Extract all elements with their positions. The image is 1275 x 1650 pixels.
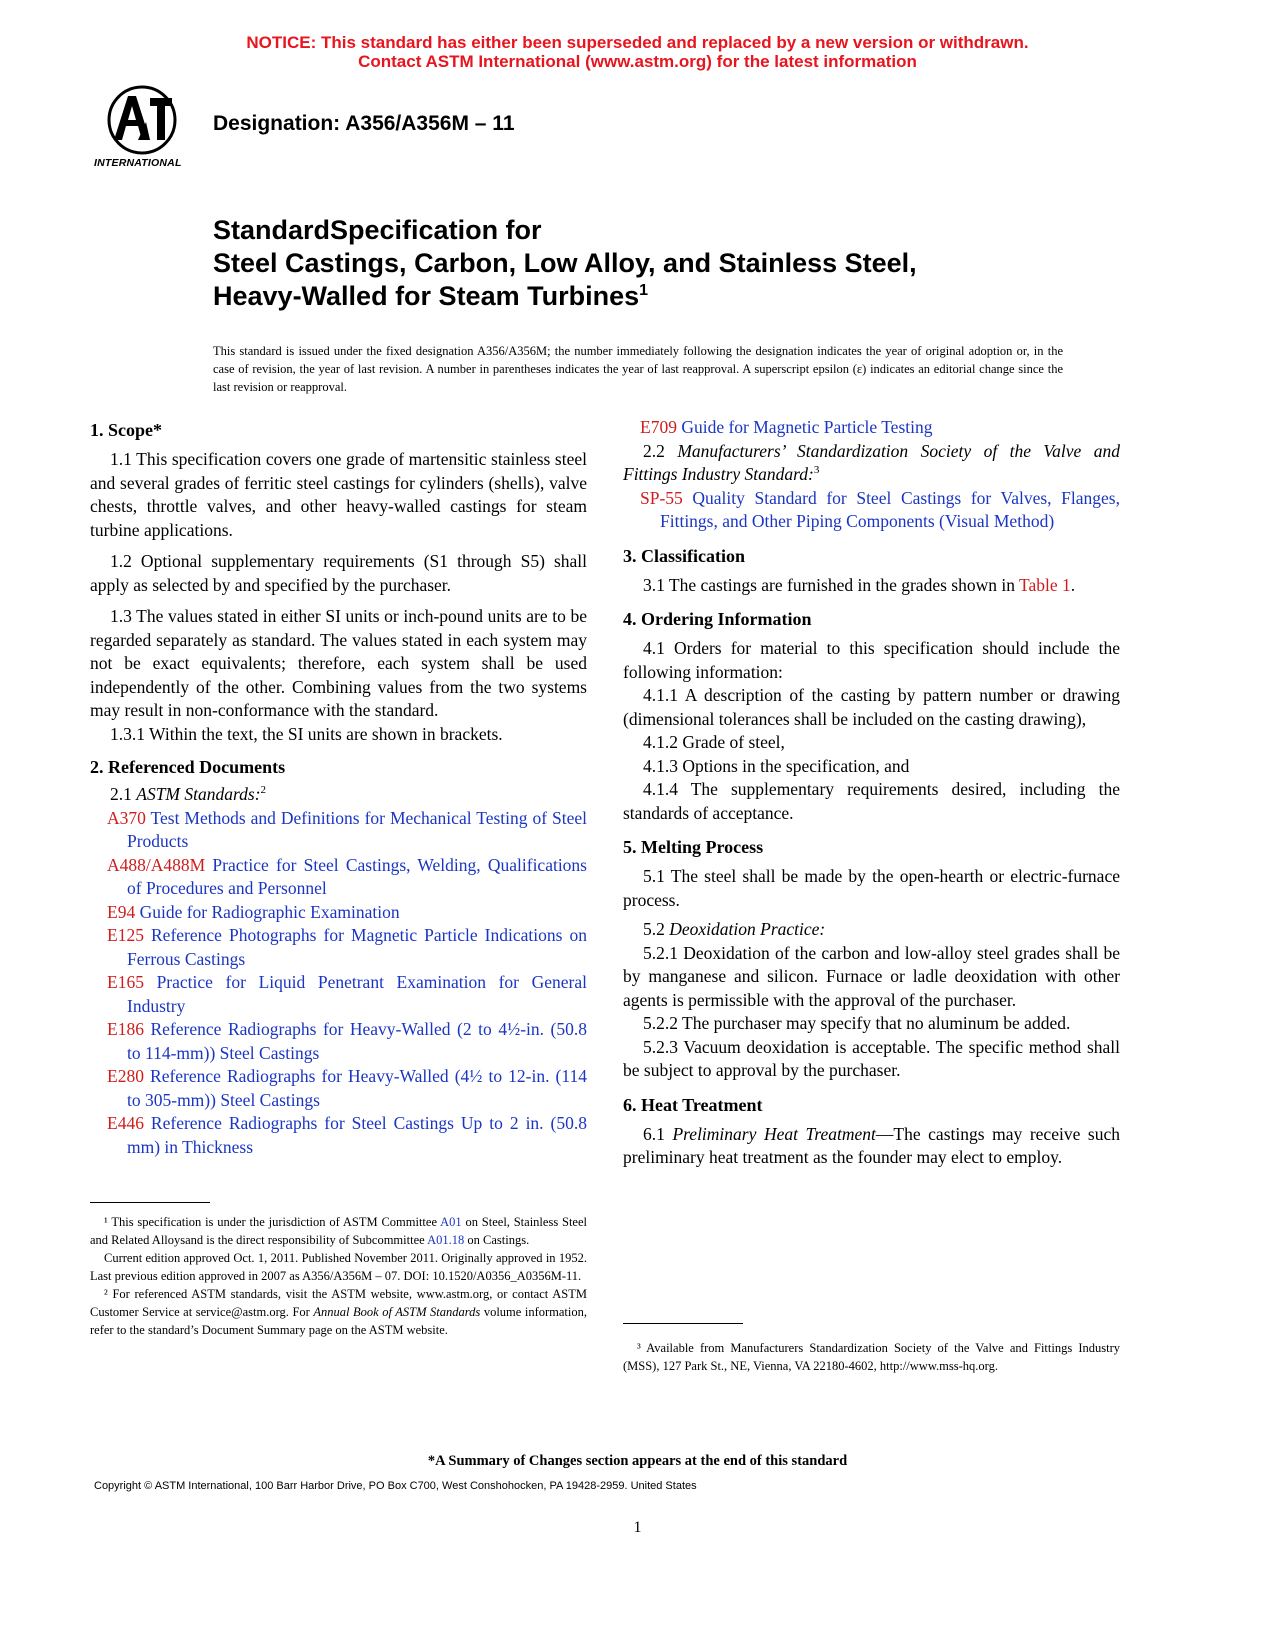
para-1-2: 1.2 Optional supplementary requirements (S1 through S5) shall apply as selected by and specified by the purchaser. (90, 551, 587, 595)
classification-heading: 3. Classification (623, 545, 746, 566)
deoxidation-label: Deoxidation Practice: (669, 919, 826, 939)
ref-code[interactable]: E94 (107, 901, 136, 922)
committee-a01-link[interactable]: A01 (440, 1215, 462, 1229)
title-line-1: StandardSpecification for (213, 215, 542, 245)
ref-e709[interactable] (640, 416, 1120, 440)
para-1-3-1: 1.3.1 Within the text, the SI units are shown in brackets. (110, 723, 503, 744)
ref-e186[interactable] (107, 1018, 587, 1065)
para-5-2-number: 5.2 (643, 919, 670, 939)
footnote-2-pre: ² For referenced ASTM standards, visit the ASTM website, www.astm.org, or contact ASTM Customer Service at service@astm.org. For (90, 1287, 587, 1319)
left-column (90, 418, 587, 1159)
footnote-ref-3: 3 (813, 464, 820, 477)
ref-title[interactable]: Reference Radiographs for Steel Castings Up to 2 in. (50.8 mm) in Thickness (127, 1113, 587, 1157)
ref-code[interactable]: SP-55 (640, 487, 683, 508)
notice-line-2: Contact ASTM International (www.astm.org) for the latest information (358, 52, 917, 71)
footnote-2 (90, 1285, 587, 1339)
refdocs-heading: 2. Referenced Documents (90, 757, 286, 777)
title-line-3-text: Heavy-Walled for Steam Turbines (213, 281, 640, 311)
title-footnote-mark: 1 (639, 282, 649, 299)
footnote-1-mid: on Steel, Stainless Steel and Related Alloysand is the direct responsibility of Subcommittee (90, 1215, 587, 1247)
table-1-link[interactable]: Table 1 (1019, 574, 1071, 595)
summary-of-changes-note: *A Summary of Changes section appears at the end of this standard (427, 1453, 848, 1469)
ref-code[interactable]: E125 (107, 925, 144, 945)
right-footnotes (623, 1339, 1120, 1375)
para-6-1 (623, 1123, 1120, 1170)
title-line-3 (213, 280, 917, 313)
ref-e280[interactable] (107, 1065, 587, 1112)
para-5-2-2: 5.2.2 The purchaser may specify that no aluminum be added. (643, 1013, 1071, 1033)
ref-code[interactable]: E280 (107, 1066, 144, 1086)
title-line-2: Steel Castings, Carbon, Low Alloy, and Stainless Steel, (213, 248, 917, 278)
designation: Designation: A356/A356M – 11 (213, 112, 515, 135)
footnote-ref-2: 2 (260, 784, 267, 797)
para-4-1: 4.1 Orders for material to this specification should include the following information: (623, 638, 1120, 682)
para-3-1-end: . (1070, 574, 1076, 595)
para-2-2 (623, 440, 1120, 487)
ref-title[interactable]: Practice for Liquid Penetrant Examination for General Industry (127, 972, 587, 1016)
ref-code[interactable]: A370 (107, 807, 146, 828)
copyright: Copyright © ASTM International, 100 Barr Harbor Drive, PO Box C700, West Conshohocken, PA 19428-2959. United States (94, 1480, 697, 1492)
astm-standards-label: ASTM Standards: (136, 784, 261, 804)
ref-a370[interactable] (107, 807, 587, 854)
ref-title[interactable]: Reference Photographs for Magnetic Particle Indications on Ferrous Castings (127, 925, 587, 969)
footnote-2-post: volume information, refer to the standard’s Document Summary page on the ASTM website. (90, 1305, 587, 1337)
para-5-2-1: 5.2.1 Deoxidation of the carbon and low-alloy steel grades shall be by manganese and silicon. Furnace or ladle deoxidation with other agents is permissible with the approval of the purchaser. (623, 942, 1120, 1010)
mss-standard-label: Manufacturers’ Standardization Society of the Valve and Fittings Industry Standard: (623, 440, 1121, 484)
para-3-1-text: 3.1 The castings are furnished in the grades shown in (643, 574, 1020, 595)
notice-line-1: NOTICE: This standard has either been superseded and replaced by a new version or withdrawn. (246, 33, 1029, 52)
right-column (623, 416, 1120, 1170)
subcommittee-a01-18-link[interactable]: A01.18 (427, 1233, 465, 1247)
page-number: 1 (633, 1519, 642, 1536)
ref-e125[interactable] (107, 924, 587, 971)
para-5-2-3: 5.2.3 Vacuum deoxidation is acceptable. The specific method shall be subject to approval by the purchaser. (623, 1036, 1120, 1080)
para-2-1-number: 2.1 (110, 784, 137, 804)
para-2-1 (90, 783, 587, 807)
para-3-1 (623, 574, 1120, 598)
ref-title[interactable]: Reference Radiographs for Heavy-Walled (4½ to 12-in. (114 to 305-mm)) Steel Castings (127, 1066, 587, 1110)
heat-treatment-heading: 6. Heat Treatment (623, 1094, 763, 1115)
footnote-1-edition: Current edition approved Oct. 1, 2011. Published November 2011. Originally approved in 1952. Last previous edition approved in 2007 as A356/A356M – 07. DOI: 10.1520/A0356_A0356M-11. (90, 1251, 587, 1283)
ref-code[interactable]: E165 (107, 972, 144, 992)
ref-e165[interactable] (107, 971, 587, 1018)
footnote-3: ³ Available from Manufacturers Standardization Society of the Valve and Fittings Industry (MSS), 127 Park St., NE, Vienna, VA 22180-4602, http://www.mss-hq.org. (623, 1341, 1120, 1373)
ref-title[interactable]: Guide for Magnetic Particle Testing (676, 417, 933, 437)
para-4-1-1: 4.1.1 A description of the casting by pattern number or drawing (dimensional tolerances shall be included on the casting drawing), (623, 685, 1120, 729)
para-6-1-text: —The castings may receive such preliminary heat treatment as the founder may elect to employ. (623, 1123, 1120, 1167)
footnote-rule-right (623, 1323, 743, 1324)
ref-a488[interactable] (107, 854, 587, 901)
ordering-heading: 4. Ordering Information (623, 609, 812, 629)
ref-title[interactable]: Reference Radiographs for Heavy-Walled (2 to 4½-in. (50.8 to 114-mm)) Steel Castings (127, 1019, 587, 1063)
footnote-1-post: on Castings. (464, 1233, 530, 1247)
ref-code[interactable]: E446 (107, 1113, 144, 1133)
ref-title[interactable]: Practice for Steel Castings, Welding, Qualifications of Procedures and Personnel (127, 854, 587, 898)
preliminary-heat-label: Preliminary Heat Treatment (672, 1123, 876, 1144)
para-4-1-2: 4.1.2 Grade of steel, (643, 732, 785, 752)
intro-paragraph: This standard is issued under the fixed designation A356/A356M; the number immediately following the designation indicates the year of original adoption or, in the case of revision, the year of last revision. A number in parentheses indicates the year of last reapproval. A superscript epsilon (ε) indicates an editorial change since the last revision or reapproval. (213, 344, 1063, 394)
para-2-2-number: 2.2 (643, 440, 678, 461)
ref-sp55[interactable] (640, 487, 1120, 534)
para-5-2 (623, 918, 1120, 942)
footnote-1-pre: ¹ This specification is under the jurisdiction of ASTM Committee (104, 1215, 441, 1229)
ref-code[interactable]: A488/A488M (107, 854, 206, 875)
melting-heading: 5. Melting Process (623, 837, 764, 857)
logo-text: INTERNATIONAL (94, 157, 182, 169)
ref-code[interactable]: E186 (107, 1019, 144, 1039)
document-title (213, 214, 917, 313)
para-4-1-3: 4.1.3 Options in the specification, and (643, 755, 910, 776)
ref-title[interactable]: Test Methods and Definitions for Mechanical Testing of Steel Products (127, 807, 587, 851)
ref-title[interactable]: Quality Standard for Steel Castings for Valves, Flanges, Fittings, and Other Piping Components (Visual Method) (660, 487, 1120, 531)
para-1-1: 1.1 This specification covers one grade of martensitic stainless steel and several grades of ferritic steel castings for cylinders (shells), valve chests, throttle valves, and other heavy-walled castings for steam turbine applications. (90, 449, 587, 540)
para-4-1-4: 4.1.4 The supplementary requirements desired, including the standards of acceptance. (623, 779, 1120, 823)
ref-code[interactable]: E709 (640, 417, 677, 437)
scope-heading: 1. Scope* (90, 420, 162, 440)
ref-e94[interactable] (107, 901, 587, 925)
para-5-1: 5.1 The steel shall be made by the open-hearth or electric-furnace process. (623, 866, 1120, 910)
ref-e446[interactable] (107, 1112, 587, 1159)
footnote-2-italic: Annual Book of ASTM Standards (313, 1305, 481, 1319)
para-1-3: 1.3 The values stated in either SI units or inch-pound units are to be regarded separately as standard. The values stated in each system may not be exact equivalents; therefore, each system shall be used independently of the other. Combining values from the two systems may result in non-conformance with the standard. (90, 606, 587, 720)
para-6-1-number: 6.1 (643, 1123, 673, 1144)
ref-title[interactable]: Guide for Radiographic Examination (135, 901, 400, 922)
footnote-rule-left (90, 1202, 210, 1203)
footnote-1 (90, 1213, 587, 1249)
left-footnotes (90, 1213, 587, 1339)
